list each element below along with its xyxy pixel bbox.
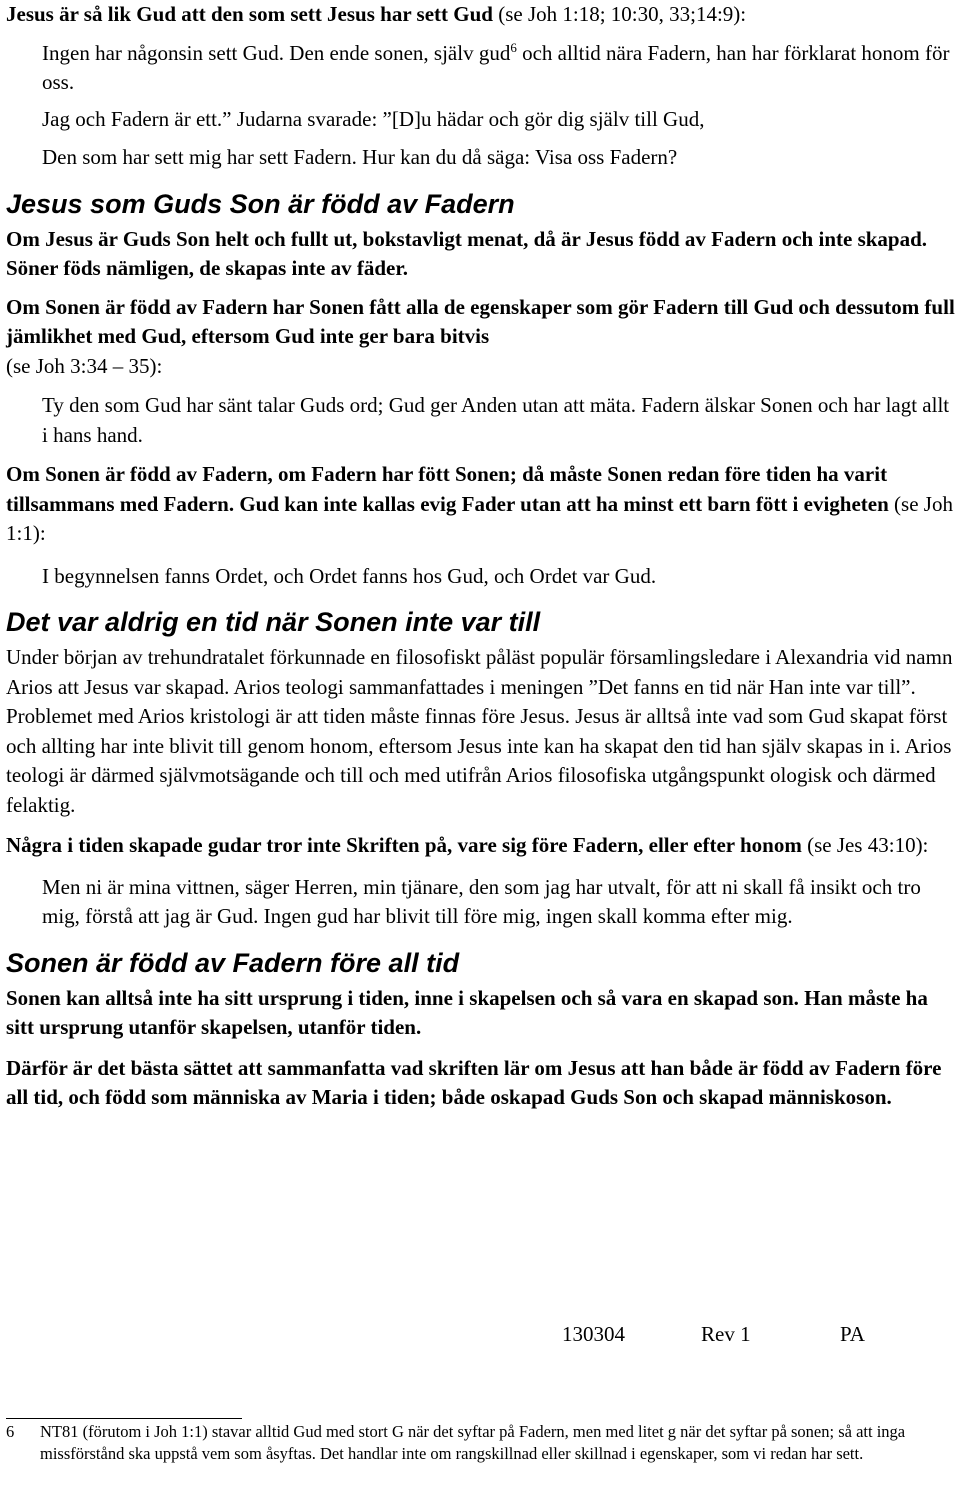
paragraph-skapade-gudar (6, 831, 956, 861)
lead-paragraph (6, 0, 956, 30)
quote-joh-10-30: Jag och Fadern är ett.” Judarna svarade: ”[D]u hädar och gör dig själv till Gud, (42, 106, 705, 131)
quote-text-cont: och alltid nära Fadern, han har förklarat honom för oss. (42, 40, 950, 94)
section-heading-aldrig-en-tid: Det var aldrig en tid när Sonen inte var till (6, 607, 541, 637)
reference-jes-43-10: (se Jes 43:10): (801, 833, 929, 857)
quote-joh-14-9: Den som har sett mig har sett Fadern. Hur kan du då säga: Visa oss Fadern? (42, 145, 678, 169)
reference-joh-1-1: (se Joh 1:1): (6, 491, 953, 545)
paragraph-evig-fader (6, 460, 956, 549)
footnote-text: NT81 (förutom i Joh 1:1) stavar alltid Gud med stort G när det syftar på Fadern, men med litet g när det syftar på sonen; så att inga missförstånd ska uppstå vem som åsyftas. Det handlar inte om rangskillnad eller skillnad i egenskaper, som vi redan har sett. (40, 1422, 906, 1463)
paragraph-ursprung: Sonen kan alltså inte ha sitt ursprung i tiden, inne i skapelsen och så vara en skapad son. Han måste ha sitt ursprung utanför skapelsen, utanför tiden. (6, 985, 928, 1039)
footnote-marker: 6 (510, 39, 517, 55)
section-heading-guds-son: Jesus som Guds Son är född av Fadern (6, 188, 515, 219)
quote-joh-1-18 (42, 39, 956, 98)
quote-joh-3-34: Ty den som Gud har sänt talar Guds ord; Gud ger Anden utan att mäta. Fadern älskar Sonen och har lagt allt i hans hand. (42, 393, 950, 447)
paragraph-fodd-av-fadern: Om Jesus är Guds Son helt och fullt ut, bokstavligt menat, då är Jesus född av Fadern och inte skapad. Söner föds nämligen, de skapas inte av fäder. (6, 226, 928, 280)
paragraph-text: Om Sonen är född av Fadern, om Fadern har fött Sonen; då måste Sonen redan före tiden ha varit tillsammans med Fadern. Gud kan inte kallas evig Fader utan att ha minst ett barn fött i evigheten (6, 462, 889, 516)
footnote-separator (6, 1418, 242, 1419)
lead-text: Jesus är så lik Gud att den som sett Jesus har sett Gud (6, 2, 493, 26)
footnote (6, 1421, 956, 1465)
footer-date: 130304 (562, 1322, 625, 1346)
document-page (6, 0, 956, 1463)
paragraph-text: Några i tiden skapade gudar tror inte Skriften på, vare sig före Fadern, eller efter honom (6, 833, 802, 857)
paragraph-sammanfatta: Därför är det bästa sättet att sammanfatta vad skriften lär om Jesus att han både är född av Fadern före all tid, och född som människa av Maria i tiden; både oskapad Guds Son och skapad människoson. (6, 1055, 942, 1109)
paragraph-text: Om Sonen är född av Fadern har Sonen fått alla de egenskaper som gör Fadern till Gud och dessutom full jämlikhet med Gud, eftersom Gud inte ger bara bitvis (6, 294, 955, 348)
paragraph-problemet: Problemet med Arios kristologi är att tiden måste finnas före Jesus. Jesus är alltså inte vad som Gud skapat först och allting har inte blivit till genom honom, eftersom Jesus inte kan ha skapat den tid han själv skapas in i. Arios teologi är därmed självmotsägande och till och med utifrån Arios filosofiska utgångspunkt ologisk och därmed felaktig. (6, 704, 952, 817)
quote-text: Ingen har någonsin sett Gud. Den ende sonen, själv gud (42, 40, 511, 65)
footnote-number: 6 (6, 1422, 15, 1441)
footer-revision: Rev 1 (701, 1322, 751, 1346)
footer-author: PA (840, 1322, 865, 1346)
quote-jes-43-10: Men ni är mina vittnen, säger Herren, min tjänare, den som jag har utvalt, för att ni skall få insikt och tro mig, förstå att jag är Gud. Ingen gud har blivit till före mig, ingen skall komma efter mig. (42, 874, 921, 928)
reference-joh-3-34: (se Joh 3:34 – 35): (6, 353, 163, 378)
quote-joh-1-1: I begynnelsen fanns Ordet, och Ordet fanns hos Gud, och Ordet var Gud. (42, 563, 657, 588)
lead-reference: (se Joh 1:18; 10:30, 33;14:9): (492, 2, 747, 26)
section-heading-fore-all-tid: Sonen är född av Fadern före all tid (6, 947, 460, 978)
paragraph-arios: Under början av trehundratalet förkunnade en filosofiskt påläst populär församlingsledare i Alexandria vid namn Arios att Jesus var skapad. Arios teologi sammanfattades i meningen ”Det fanns en tid när Han inte var till”. (6, 645, 953, 699)
paragraph-egenskaper (6, 293, 956, 382)
